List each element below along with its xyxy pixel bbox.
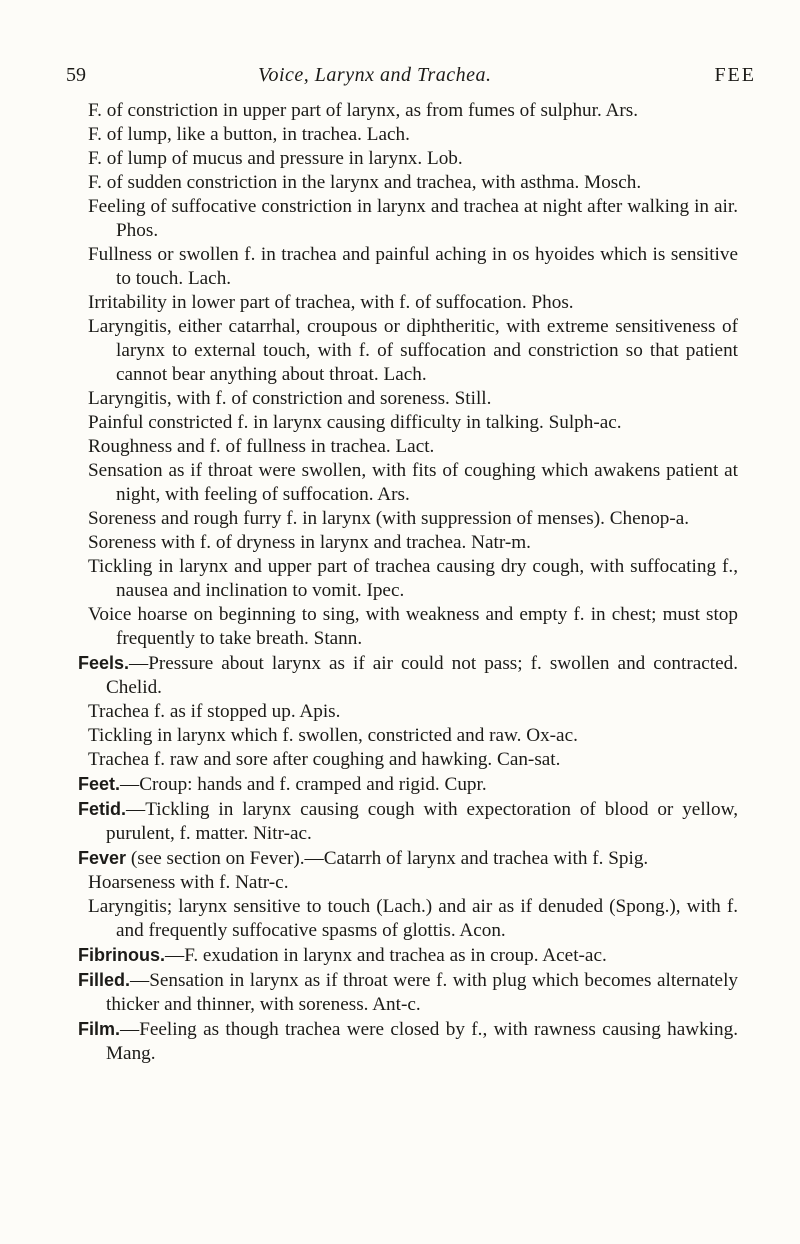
- entry: Tickling in larynx and upper part of trachea causing dry cough, with suffocating f., nausea and inclination to vomit. Ipec.: [88, 556, 738, 601]
- entry-keyword: Fibrinous.: [78, 945, 165, 965]
- entry: Trachea f. raw and sore after coughing and hawking. Can-sat.: [88, 749, 561, 770]
- entry: F. of lump of mucus and pressure in larynx. Lob.: [88, 148, 463, 169]
- entry: Fibrinous.—F. exudation in larynx and trachea as in croup. Acet-ac.: [78, 945, 607, 966]
- entry: F. of sudden constriction in the larynx and trachea, with asthma. Mosch.: [88, 172, 642, 193]
- entry: Film.—Feeling as though trachea were closed by f., with rawness causing hawking. Mang.: [78, 1019, 738, 1064]
- entry-keyword: Fever: [78, 848, 127, 868]
- running-header: [66, 64, 756, 92]
- entry: Fever (see section on Fever).—Catarrh of larynx and trachea with f. Spig.: [78, 848, 649, 869]
- entry: Painful constricted f. in larynx causing difficulty in talking. Sulph-ac.: [88, 412, 622, 433]
- entry: Trachea f. as if stopped up. Apis.: [88, 701, 341, 722]
- entry: Laryngitis, either catarrhal, croupous or diphtheritic, with extreme sensitiveness of larynx to external touch, with f. of suffocation and constriction so that patient cannot bear anything about throat. Lach.: [88, 316, 738, 385]
- entry: Feet.—Croup: hands and f. cramped and rigid. Cupr.: [78, 774, 487, 795]
- entry: F. of constriction in upper part of larynx, as from fumes of sulphur. Ars.: [88, 100, 639, 121]
- entry: Soreness with f. of dryness in larynx and trachea. Natr-m.: [88, 532, 531, 553]
- entry: Roughness and f. of fullness in trachea. Lact.: [88, 436, 435, 457]
- page-number: 59: [66, 64, 86, 86]
- entry: Tickling in larynx which f. swollen, constricted and raw. Ox-ac.: [88, 725, 578, 746]
- entry: Sensation as if throat were swollen, with fits of coughing which awakens patient at night, with feeling of suffocation. Ars.: [88, 460, 738, 505]
- entry: Soreness and rough furry f. in larynx (with suppression of menses). Chenop-a.: [88, 508, 690, 529]
- entry: Laryngitis; larynx sensitive to touch (Lach.) and air as if denuded (Spong.), with f. and frequently suffocative spasms of glottis. Acon.: [88, 896, 738, 941]
- entry: Fetid.—Tickling in larynx causing cough with expectoration of blood or yellow, purulent, f. matter. Nitr-ac.: [78, 799, 738, 844]
- entry-keyword: Feet.: [78, 774, 121, 794]
- entry: Filled.—Sensation in larynx as if throat were f. with plug which becomes alternately thicker and thinner, with soreness. Ant-c.: [78, 970, 738, 1015]
- entry: Feels.—Pressure about larynx as if air could not pass; f. swollen and contracted. Chelid.: [78, 653, 738, 698]
- entry-keyword: Filled.: [78, 970, 131, 990]
- entry: F. of lump, like a button, in trachea. Lach.: [88, 124, 410, 145]
- entry: Feeling of suffocative constriction in larynx and trachea at night after walking in air. Phos.: [88, 196, 738, 241]
- entry: Voice hoarse on beginning to sing, with weakness and empty f. in chest; must stop frequently to take breath. Stann.: [88, 604, 738, 649]
- entry: Hoarseness with f. Natr-c.: [88, 872, 289, 893]
- entry-list: [78, 99, 738, 1066]
- entry: Irritability in lower part of trachea, with f. of suffocation. Phos.: [88, 292, 574, 313]
- entry: Fullness or swollen f. in trachea and painful aching in os hyoides which is sensitive to touch. Lach.: [88, 244, 738, 289]
- entry-keyword: Feels.: [78, 653, 130, 673]
- running-title: Voice, Larynx and Trachea.: [258, 64, 492, 86]
- entry: Laryngitis, with f. of constriction and soreness. Still.: [88, 388, 492, 409]
- entry-keyword: Fetid.: [78, 799, 126, 819]
- section-abbreviation: FEE: [714, 64, 756, 86]
- entry-keyword: Film.: [78, 1019, 121, 1039]
